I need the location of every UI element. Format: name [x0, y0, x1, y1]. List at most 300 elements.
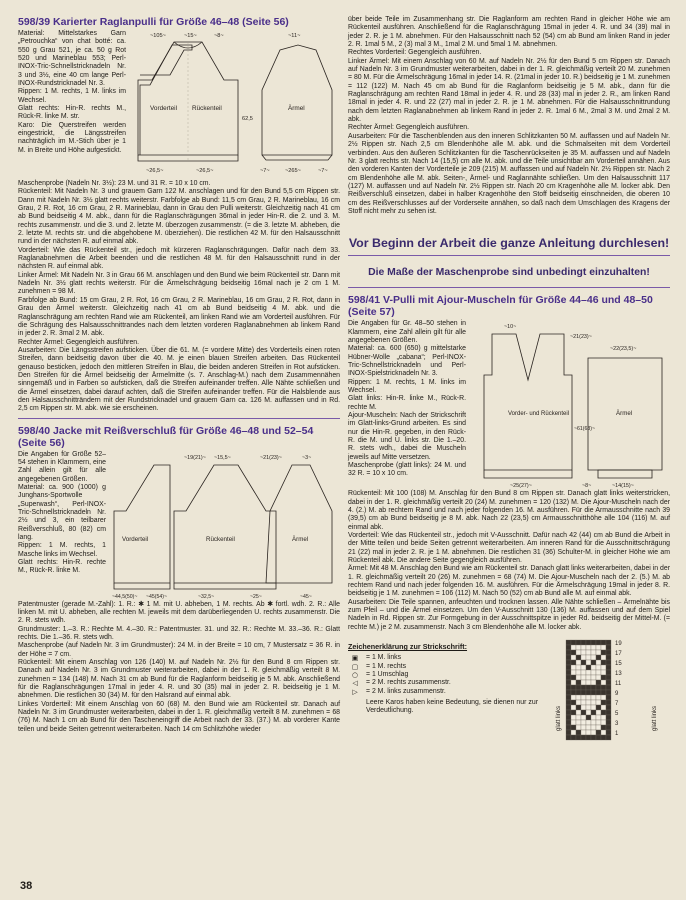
glatt-text: Glatt rechts: Hin-R. rechte M., Rück-R. linke M.: [18, 559, 106, 575]
rueckenteil-text: Rückenteil: Mit 100 (108) M. Anschlag für den Bund 8 cm Rippen str. Danach glatt links weiterstricken, dabei in der 1. R. gleichmäßig verteilt 20 (24) M. zunehmen = 120 (132) M. Die Ajour-Muscheln nach der 4. (2.) M. ab rechtem Rand und nach jeder folgenden 16. M. ausführen. Für die Armausschnitte nach 39 (39,5) cm ab Bund beidseitig je 8 M. abk. Nach 22 (23,5) cm Armausschnitthöhe alle 104 (116) M. auf einmal abk.: [348, 490, 670, 531]
groessen-text: Die Angaben für Größe 52–54 stehen in Klammern, eine Zahl allein gilt für alle angegebenen Größen.: [18, 450, 106, 483]
chart-cell: [591, 730, 596, 735]
chart-cell: [571, 655, 576, 660]
chart-cell: [576, 705, 581, 710]
front-label: Vorderteil: [122, 535, 149, 543]
section-heading: [18, 425, 340, 449]
chart-cell: [571, 640, 576, 645]
chart-cell: [596, 720, 601, 725]
chart-cell: [596, 680, 601, 685]
chart-cell: [601, 655, 606, 660]
chart-cell: [576, 660, 581, 665]
chart-cell: [576, 715, 581, 720]
vorderteil-text: Vorderteil: Wie das Rückenteil str., jedoch mit kürzeren Raglanschrägungen. Dafür nach dem 33. Raglanabnehmen die Arbeit beenden und die restlichen 48 M. für den Halsausschnitt rund in der nächsten R. auf einmal abk.: [18, 246, 340, 271]
chart-cell: [581, 655, 586, 660]
chart-cell: [586, 695, 591, 700]
chart-cell: [596, 705, 601, 710]
chart-cell: [601, 680, 606, 685]
dim-bottom-b: ~45(54)~: [146, 593, 168, 600]
chart-side-label-right: glatt links: [652, 706, 658, 732]
front-back-label: Vorder- und Rückenteil: [508, 411, 570, 418]
section-number: 598/40: [18, 424, 51, 437]
dim-top-b: ~15,5~: [214, 454, 231, 461]
chart-cell: [581, 650, 586, 655]
chart-cell: [581, 640, 586, 645]
chart-cell: [586, 645, 591, 650]
stitch-chart: [544, 636, 664, 746]
chart-cell: [571, 690, 576, 695]
chart-cell: [596, 730, 601, 735]
dim-top-c: ~22(23,5)~: [610, 346, 637, 353]
chart-cell: [586, 640, 591, 645]
chart-cell: [581, 645, 586, 650]
chart-cell: [591, 640, 596, 645]
chart-cell: [581, 730, 586, 735]
chart-cell: [591, 710, 596, 715]
chart-cell: [576, 700, 581, 705]
chart-cell: [596, 645, 601, 650]
section-598-40-continued: [348, 16, 670, 216]
legend-text: = 1 M. rechts: [366, 662, 407, 670]
chart-cell: [586, 660, 591, 665]
patentmuster-text: Patentmuster (gerade M.-Zahl): 1. R.: ✱ 1 M. mit U. abheben, 1 M. rechts. Ab ✱ fortl. wdh. 2. R.: Alle linken M. mit U. abheben, alle rechten M. jeweils mit dem darüberliegenden U. rechts zusammenstr. Die 2. R. stets wdh.: [18, 600, 340, 625]
knit-symbol-icon: ▢: [351, 662, 359, 671]
chart-cell: [601, 710, 606, 715]
chart-cell: [591, 650, 596, 655]
notice-read-instructions: Vor Beginn der Arbeit die ganze Anleitung durchlesen!: [348, 236, 670, 251]
chart-cell: [591, 665, 596, 670]
material-text: Material: ca. 600 (650) g mittelstarke Hübner-Wolle „cabana“; Perl-INOX-Tric-Schnellstricknadeln und Perl-INOX-Spielstricknadeln Nr. 3.: [348, 345, 466, 378]
chart-cell: [581, 670, 586, 675]
farbfolge-text: Farbfolge ab Bund: 15 cm Grau, 2 R. Rot, 16 cm Grau, 2 R. Marineblau, 16 cm Grau, 2 R. Rot, dann in Grau den Ärmel weiterstr. Gleichzeitig nach 41 cm ab Bund beidseitig 4 M. abk. und die Raglanschrägung am rechten Rand wie am Rückenteil, am linken Rand wie am Vorderteil ausführen. Für die Schrägung des Halsausschnittrandes nach dem letzten vorderen Raglanabnehmen ab linkem Rand in jeder 2. R. 3mal 2 M. abk.: [18, 296, 340, 338]
chart-cell: [586, 720, 591, 725]
section-number: 598/41: [348, 294, 381, 307]
chart-row-number: 19: [615, 641, 622, 648]
chart-cell: [581, 665, 586, 670]
chart-cell: [581, 700, 586, 705]
dim-bottom-b: ~8~: [582, 483, 592, 490]
chart-cell: [571, 730, 576, 735]
back-label: Rückenteil: [192, 105, 222, 112]
yarn-over-symbol-icon: ○: [351, 670, 358, 679]
chart-cell: [571, 685, 576, 690]
dim-top-mid: ~15~: [184, 33, 197, 39]
notice-gauge: Die Maße der Maschenprobe sind unbedingt einzuhalten!: [368, 267, 650, 279]
sleeve-label: Ärmel: [288, 105, 305, 112]
dim-bottom-sleeve-a: ~7~: [260, 168, 270, 174]
chart-cell: [576, 655, 581, 660]
chart-cell: [596, 695, 601, 700]
legend-item: [348, 688, 538, 696]
chart-cell: [566, 735, 571, 740]
chart-cell: [581, 715, 586, 720]
chart-cell: [581, 695, 586, 700]
rippen-text: Rippen: 1 M. rechts, 1 M. links im Wechsel.: [348, 378, 466, 394]
chart-cell: [581, 660, 586, 665]
chart-cell: [576, 675, 581, 680]
chart-cell: [566, 695, 571, 700]
chart-cell: [566, 665, 571, 670]
dim-bottom-left: ~26,5~: [146, 168, 164, 174]
chart-cell: [606, 715, 611, 720]
chart-cell: [571, 735, 576, 740]
chart-cell: [596, 710, 601, 715]
chart-cell: [581, 705, 586, 710]
chart-cell: [586, 730, 591, 735]
chart-cell: [606, 710, 611, 715]
material-text: Material: Mittelstarkes Garn „Petrouchka“ von chat botté: ca. 550 g Grau 521, je ca. 50 g Rot 520 und Marineblau 553; Perl-INOX-Tric-Schnellstricknadeln Nr. 3 und 3½, eine 40 cm lange Perl-INOX-Rundstricknadel Nr. 3.: [18, 30, 126, 88]
chart-cell: [576, 725, 581, 730]
chart-cell: [606, 730, 611, 735]
chart-cell: [601, 665, 606, 670]
chart-row-number: 1: [615, 731, 619, 738]
legend-text: = 1 M. links: [366, 654, 402, 662]
chart-cell: [606, 735, 611, 740]
section-heading: [18, 16, 340, 28]
chart-cell: [571, 695, 576, 700]
vorderteil-text: Vorderteil: Wie das Rückenteil str., jedoch mit V-Ausschnitt. Dafür nach 42 (44) cm ab Bund die Arbeit in der Mitte teilen und beide Seiten getrennt weiterarbeiten. Am inneren Rand für die Ausschnittschrägung 21 (22) mal in jeder 2. R. je 1 M. abnehmen. Die restlichen 31 (36) Schulter-M. in gleicher Höhe wie am Rückenteil abk. Die andere Seite gegengleich ausführen.: [348, 531, 670, 564]
chart-cell: [566, 675, 571, 680]
chart-cell: [596, 700, 601, 705]
rippen-text: Rippen: 1 M. rechts, 1 M. links im Wechsel.: [18, 88, 126, 104]
chart-cell: [581, 720, 586, 725]
chart-cell: [576, 685, 581, 690]
chart-cell: [576, 645, 581, 650]
chart-cell: [566, 720, 571, 725]
dim-bottom-c: ~32,5~: [198, 593, 215, 600]
chart-cell: [576, 710, 581, 715]
chart-cell: [591, 725, 596, 730]
chart-cell: [606, 640, 611, 645]
section-title: Jacke mit Reißverschluß für Größe 46–48 und 52–54 (Seite 56): [18, 424, 314, 449]
linker-aermel-text: Linker Ärmel: Mit Nadeln Nr. 3 in Grau 66 M. anschlagen und den Bund wie beim Rückenteil str. Dann mit Nadeln Nr. 3½ glatt rechts weiterstr. Für die Ärmelschrägung beidseitig 16mal nach je 2 cm 1 M. zunehmen = 98 M.: [18, 271, 340, 296]
chart-cell: [601, 670, 606, 675]
chart-cell: [566, 680, 571, 685]
chart-cell: [601, 730, 606, 735]
raglan-diagram: [130, 30, 340, 180]
section-divider: [18, 418, 340, 419]
chart-cell: [591, 720, 596, 725]
dim-top-right: ~8~: [214, 33, 224, 39]
chart-cell: [566, 725, 571, 730]
dim-bottom-a: ~44,5(50)~: [112, 593, 138, 600]
chart-cell: [591, 675, 596, 680]
chart-cell: [586, 725, 591, 730]
chart-cell: [596, 735, 601, 740]
p2tog-symbol-icon: ▷: [352, 687, 358, 696]
chart-cell: [606, 665, 611, 670]
dim-bottom-sleeve-c: ~7~: [318, 168, 328, 174]
ajour-text: Ajour-Muscheln: Nach der Strickschrift im Glatt-links-Grund arbeiten. Es sind nur die Hin-R. gegeben, in den Rück-R. die M. und U. links str. Die 1.–20. R. stets wdh., dabei die Muscheln jeweils auf Mitte versetzen.: [348, 412, 466, 461]
dim-top-a: ~10~: [504, 324, 517, 331]
chart-cell: [571, 725, 576, 730]
chart-cell: [581, 680, 586, 685]
chart-cell: [606, 705, 611, 710]
chart-cell: [606, 700, 611, 705]
chart-cell: [571, 675, 576, 680]
dim-top-a: ~19(21)~: [184, 454, 206, 461]
legend-text: = 2 M. rechts zusammenstr.: [366, 679, 451, 687]
chart-cell: [596, 650, 601, 655]
chart-cell: [571, 645, 576, 650]
chart-cell: [601, 660, 606, 665]
left-column: [18, 16, 340, 734]
chart-row-number: 17: [615, 651, 622, 658]
chart-cell: [566, 685, 571, 690]
chart-cell: [606, 650, 611, 655]
chart-cell: [586, 700, 591, 705]
chart-cell: [571, 715, 576, 720]
chart-cell: [591, 660, 596, 665]
chart-cell: [581, 685, 586, 690]
chart-cell: [606, 680, 611, 685]
chart-row-number: 5: [615, 711, 619, 718]
section-title: V-Pulli mit Ajour-Muscheln für Größe 44–46 und 48–50 (Seite 57): [348, 294, 653, 319]
chart-cell: [591, 670, 596, 675]
material-text: Material: ca. 900 (1000) g Junghans-Sportwolle „Superwash“, Perl-INOX-Tric-Schnellstricknadeln Nr. 2½ und 3, ein teilbarer Reißverschluß, 80 (82) cm lang.: [18, 484, 106, 542]
chart-cell: [606, 670, 611, 675]
chart-cell: [596, 670, 601, 675]
chart-cell: [576, 735, 581, 740]
aermel-text: Ärmel: Mit 48 M. Anschlag den Bund wie am Rückenteil str. Danach glatt links weiterarbeiten, dabei in der 1. R. gleichmäßig verteilt 20 (26) M. zunehmen = 68 (74) M. Die Ajour-Muscheln nach der 2. (5.) M. ab rechtem Rand und nach jeder folgenden 16. M. ausführen. Für die Ärmelschrägung 19mal in jeder 8. R. beidseitig je 1 M. zunehmen = 106 (112) M. Nach 50 (52) cm ab Bund alle M. auf einmal abk.: [348, 565, 670, 598]
chart-cell: [581, 675, 586, 680]
maschenprobe-text: Maschenprobe (auf Nadeln Nr. 3 im Grundmuster): 24 M. in der Breite = 10 cm, 7 Mustersatz = 36 R. in der Höhe = 7 cm.: [18, 642, 340, 658]
chart-cell: [581, 725, 586, 730]
chart-cell: [606, 675, 611, 680]
chart-cell: [566, 710, 571, 715]
chart-side-label-left: glatt links: [556, 706, 562, 732]
chart-cell: [591, 645, 596, 650]
chart-cell: [606, 655, 611, 660]
legend-item: [348, 654, 538, 662]
chart-cell: [581, 690, 586, 695]
ausarbeiten-text: Ausarbeiten: Die Längsstreifen aufsticken. Über die 61. M. (= vordere Mitte) des Vorderteils einen roten Streifen, dann beidseitig davon über die 40. M. je einen blauen Streifen arbeiten. Das Rückenteil genauso besticken, jedoch den mittleren Streifen in Blau, die beiden anderen Streifen in Rot aufsticken. Den Streifen für die Ärmel beidseitig der Ärmelmitte (s. 7. Anschlag-M.) nach dem Zusammennähen sinngemäß und in Farben so aufsticken, daß die Streifen aufeinander treffen. Alle Nähte schließen und die Ärmel einsetzen, dabei darauf achten, daß die Streifen aufeinander treffen. Für die Halsblende aus den Halsausschnitträndern mit der Rundstricknadel und grauem Garn ca. 126 M. auffassen und in Rd. 2,5 cm Rippen str. M. abk. wie sie erscheinen.: [18, 346, 340, 413]
chart-cell: [586, 655, 591, 660]
chart-cell: [566, 730, 571, 735]
chart-row-number: 3: [615, 721, 619, 728]
maschenprobe-text: Maschenprobe (Nadeln Nr. 3½): 23 M. und 31 R. = 10 x 10 cm.: [18, 180, 211, 187]
chart-cell: [586, 710, 591, 715]
purl-symbol-icon: ▣: [351, 654, 359, 663]
page-number: 38: [20, 880, 33, 892]
chart-row-number: 15: [615, 661, 622, 668]
chart-cell: [571, 705, 576, 710]
dim-top-c: ~21(23)~: [260, 454, 282, 461]
chart-cell: [591, 705, 596, 710]
chart-cell: [571, 710, 576, 715]
chart-cell: [576, 665, 581, 670]
chart-cell: [596, 665, 601, 670]
chart-cell: [581, 735, 586, 740]
chart-cell: [571, 700, 576, 705]
chart-cell: [586, 665, 591, 670]
dim-bottom-d: ~25~: [250, 593, 262, 600]
chart-cell: [581, 710, 586, 715]
chart-cell: [586, 715, 591, 720]
legend-text: = 1 Umschlag: [366, 670, 409, 678]
chart-cell: [586, 675, 591, 680]
chart-cell: [571, 680, 576, 685]
chart-cell: [596, 685, 601, 690]
chart-cell: [606, 725, 611, 730]
chart-cell: [576, 670, 581, 675]
ausarbeiten-text: Ausarbeiten: Die Teile spannen, anfeuchten und trocknen lassen. Alle Nähte schließen – Ärmelnähte bis zum Pfeil – und die Ärmel einsetzen. Um den V-Ausschnitt 130 (136) M. auffassen und auf dem Spiel Nadeln in Rd. Rippen str. Zur Formgebung in der Ausschnittspitze in jeder Rd. beidseitig der Mittel-M. (= rechte M.) je 2 M. zusammenstr. Nach 3 cm Blendenhöhe alle M. locker abk.: [348, 598, 670, 631]
chart-cell: [606, 720, 611, 725]
vorderteil-continued-text: über beide Teile im Zusammenhang str. Die Raglanform am rechten Rand in gleicher Höhe wie am Rückenteil ausführen. Anschließend für die Raglanschrägung 15mal in jeder 4. R. und 34 (39) mal in jeder 2. R. je 1 M. abnehmen. Für den Halsausschnitt nach 52 (54) cm ab Bund am linken Rand in jeder 2. R. 1mal 5 M., 2 (3) mal 3 M., 1mal 2 M. und 5mal 1 M. abnehmen.: [348, 16, 670, 49]
chart-cell: [591, 690, 596, 695]
chart-cell: [571, 660, 576, 665]
chart-cell: [566, 660, 571, 665]
chart-cell: [596, 690, 601, 695]
section-598-40: [18, 425, 340, 735]
chart-cell: [576, 730, 581, 735]
right-column: [348, 16, 670, 746]
chart-row-number: 11: [615, 681, 622, 688]
legend-text: = 2 M. links zusammenstr.: [366, 687, 446, 695]
dim-bottom-sleeve-b: ~265~: [285, 168, 301, 174]
chart-row-number: 7: [615, 701, 619, 708]
dim-side: 62,5: [242, 116, 253, 122]
rueckenteil-text: Rückenteil: Mit einem Anschlag von 126 (140) M. auf Nadeln Nr. 2½ für den Bund 8 cm Rippen str. Danach auf Nadeln Nr. 3 im Grundmuster weiterarbeiten, dabei in der 1. R. gleichmäßig verteilt 8 M. zunehmen = 134 (148) M. Nach 31 cm ab Bund für die Raglanform beidseitig je 5 M. abk. Anschließend für die Raglanschrägungen 17mal in jeder 4. R. und 30 (35) mal in jeder 2. R. beidseitig je 1 M. abnehmen. Die restlichen 30 (34) M. für den Halsrand auf einmal abk.: [18, 659, 340, 700]
chart-cell: [566, 690, 571, 695]
chart-cell: [591, 680, 596, 685]
chart-cell: [566, 640, 571, 645]
k2tog-symbol-icon: ◁: [352, 679, 358, 688]
section-heading: [348, 294, 670, 318]
glatt-links-text: Glatt links: Hin-R. linke M., Rück-R. rechte M.: [348, 395, 466, 411]
chart-cell: [576, 650, 581, 655]
chart-cell: [601, 690, 606, 695]
sleeve-label: Ärmel: [616, 410, 633, 418]
chart-cell: [576, 640, 581, 645]
chart-cell: [596, 655, 601, 660]
chart-cell: [601, 695, 606, 700]
chart-cell: [601, 685, 606, 690]
groessen-text: Die Angaben für Gr. 48–50 stehen in Klammern, eine Zahl allein gilt für alle angegebenen Größen.: [348, 320, 466, 344]
chart-cell: [566, 650, 571, 655]
chart-cell: [586, 735, 591, 740]
chart-cell: [586, 690, 591, 695]
chart-cell: [596, 640, 601, 645]
ausarbeiten-text: Ausarbeiten: Für die Taschenblenden aus den inneren Schlitzkanten 50 M. auffassen und auf Nadeln Nr. 2½ Rippen str. Nach 2,5 cm Blendenhöhe alle M. abk. und die Schmalseiten mit dem Vorderteil verbinden. Aus den äußeren Schlitzkanten für die Taschenrückseiten je 35 M. auffassen und auf Nadeln Nr. 3 glatt rechts str. Nach 14 (15,5) cm alle M. abk. und die Teile unsichtbar am Vorderteil annähen. Aus den vorderen Kanten der Vorderteile je 209 (215) M. auffassen und auf Nadeln Nr. 2½ Rippen str. Nach 2 cm Blendenhöhe alle M. abk. Seiten-, Ärmel- und Raglannähte schließen. Um den Halsausschnitt 117 (127) M. auffassen und auf Nadeln Nr. 2½ Rippen str. Nach 20 cm Kragenhöhe alle M. locker abk. Den Reißverschluß einsetzen, dabei in halber Kragenhöhe den Stoff beidseitig einschneiden, die oberen 10 cm des Reißverschlusses auf der Vorderseite annähen, so daß nach dem Umschlagen des Kragens der Stoff nicht mehr zu sehen ist.: [348, 132, 670, 215]
maschenprobe-text: Maschenprobe (glatt links): 24 M. und 32 R. = 10 x 10 cm.: [348, 462, 466, 478]
chart-cell: [606, 660, 611, 665]
chart-cell: [596, 660, 601, 665]
chart-cell: [601, 705, 606, 710]
chart-cell: [586, 705, 591, 710]
chart-cell: [601, 645, 606, 650]
chart-cell: [566, 670, 571, 675]
chart-cell: [601, 725, 606, 730]
chart-cell: [576, 680, 581, 685]
chart-cell: [586, 680, 591, 685]
chart-cell: [586, 650, 591, 655]
chart-row-number: 13: [615, 671, 622, 678]
sleeve-label: Ärmel: [292, 535, 309, 543]
grundmuster-text: Grundmuster: 1.–3. R.: Rechte M. 4.–30. R.: Patentmuster. 31. und 32. R.: Rechte M. 33.–36. R.: Glatt rechts. Die 1.–36. R. stets wdh.: [18, 625, 340, 641]
chart-cell: [566, 655, 571, 660]
legend-title: Zeichenerklärung zur Strickschrift:: [348, 642, 468, 652]
chart-cell: [576, 690, 581, 695]
dim-top-b: ~21(23)~: [570, 334, 592, 341]
chart-cell: [606, 695, 611, 700]
chart-cell: [601, 715, 606, 720]
chart-cell: [586, 685, 591, 690]
linkes-vorderteil-text: Linkes Vorderteil: Mit einem Anschlag von 60 (68) M. den Bund wie am Rückenteil str. Danach auf Nadeln Nr. 3 im Grundmuster weiterarbeiten, dabei in der 1. R. gleichmäßig verteilt 8 M. zunehmen = 68 (76) M. Nach 1 cm ab Bund für den Tascheneingriff die Arbeit nach der 33. (37.) M. ab vorderer Kante teilen und beide Seiten getrennt weiterarbeiten. Nach 14 cm Schlitzhöhe wieder: [18, 700, 340, 733]
linker-aermel-text: Linker Ärmel: Mit einem Anschlag von 60 M. auf Nadeln Nr. 2½ für den Bund 5 cm Rippen str. Danach auf Nadeln Nr. 3 im Grundmuster weiterarbeiten, dabei in der 1. R. gleichmäßig verteilt 20 M. zunehmen = 80 M. Für die Ärmelschrägung 16mal in jeder 14. R. (21mal in jeder 10. R.) beidseitig je 1 M. zunehmen = 112 (122) M. Nach 45 cm ab Bund für die Raglanform beidseitig je 5 M. abk., dann für die Raglanschrägung am rechten Rand 18mal in jeder 4. R. und 28 (33) mal in jeder 2. R., am linken Rand 18mal in jeder 4. R. und 22 (27) mal in jeder 2. R. je 1 M. abnehmen. Für die Halsausschnittrundung nach dem letzten Raglanabnehmen ab linkem Rand in jeder 2. R. 1mal 6 M., 2mal 3 M. und 2mal 2 M. abk.: [348, 57, 670, 124]
section-number: 598/39: [18, 16, 51, 28]
jacket-diagram: [110, 451, 340, 601]
legend-item: [348, 663, 538, 671]
chart-cell: [606, 645, 611, 650]
back-label: Rückenteil: [206, 535, 235, 543]
legend-note: Leere Karos haben keine Bedeutung, sie dienen nur zur Verdeutlichung.: [366, 699, 538, 715]
section-title: Karierter Raglanpulli für Größe 46–48 (Seite 56): [53, 16, 289, 28]
chart-cell: [591, 685, 596, 690]
rippen-text: Rippen: 1 M. rechts, 1 Masche links im Wechsel.: [18, 542, 106, 558]
chart-cell: [601, 735, 606, 740]
chart-cell: [566, 715, 571, 720]
chart-cell: [571, 650, 576, 655]
rueckenteil-text: Rückenteil: Mit Nadeln Nr. 3 und grauem Garn 122 M. anschlagen und für den Bund 5,5 cm Rippen str. Dann mit Nadeln Nr. 3½ glatt rechts weiterstr. Farbfolge ab Bund: 11,5 cm Grau, 2 R. Marineblau, 16 cm Grau, 2 R. Rot, 16 cm Grau, 2 R. Marineblau, dann in Grau den Pulli weiterstr. Gleichzeitig nach 41 cm ab Bund beidseitig 4 M. abk., dann für die Raglanschrägungen 36mal in jeder Hin-R. die 2. und 3. M. rechts zusammenstr. und die 3. und 2. letzte M. überzogen zusammenstr. (= die 3. letzte M. abheben, die 2. letzte M. rechts str. und die abgehobene M. überziehen). Die restlichen 42 M. für den Halsausschnitt rund in der nächsten R. auf einmal abk.: [18, 188, 340, 246]
front-label: Vorderteil: [150, 105, 177, 112]
chart-cell: [571, 670, 576, 675]
dim-bottom-a: ~25(27)~: [510, 483, 532, 490]
chart-cell: [596, 725, 601, 730]
chart-cell: [591, 735, 596, 740]
chart-cell: [601, 720, 606, 725]
glatt-text: Glatt rechts: Hin-R. rechts M., Rück-R. linke M. str.: [18, 105, 126, 121]
legend-item: [348, 671, 538, 679]
notice-divider: [348, 255, 670, 256]
chart-cell: [566, 645, 571, 650]
dim-bottom-e: ~45~: [300, 593, 312, 600]
chart-cell: [606, 690, 611, 695]
legend-list: [348, 654, 538, 696]
chart-cell: [601, 675, 606, 680]
chart-cell: [591, 715, 596, 720]
karo-text: Karo: Die Querstreifen werden eingestrickt, die Längsstreifen nachträglich im M.-Stich über je 1 M. in Breite und Höhe aufgestickt.: [18, 121, 126, 154]
dim-top-left: ~105~: [150, 33, 166, 39]
chart-cell: [571, 665, 576, 670]
notice-divider: [348, 287, 670, 288]
chart-cell: [591, 700, 596, 705]
chart-cell: [576, 720, 581, 725]
chart-cell: [591, 695, 596, 700]
chart-cell: [586, 670, 591, 675]
chart-cell: [591, 655, 596, 660]
chart-cell: [601, 700, 606, 705]
chart-cell: [566, 700, 571, 705]
chart-cell: [596, 675, 601, 680]
v-pulli-diagram: [470, 320, 670, 490]
dim-top-d: ~3~: [302, 454, 312, 461]
dim-side: ~61(63)~: [574, 426, 596, 433]
chart-cell: [571, 720, 576, 725]
rechter-aermel-text: Rechter Ärmel: Gegengleich ausführen.: [348, 124, 470, 132]
section-598-41: [348, 294, 670, 746]
dim-top-sleeve: ~11~: [288, 33, 301, 39]
chart-cell: [596, 715, 601, 720]
chart-cell: [601, 650, 606, 655]
chart-cell: [601, 640, 606, 645]
rechter-aermel-text: Rechter Ärmel: Gegengleich ausführen.: [18, 338, 140, 346]
chart-row-number: 9: [615, 691, 619, 698]
dim-bottom-mid: ~26,5~: [196, 168, 214, 174]
chart-cell: [566, 705, 571, 710]
section-598-39: [18, 16, 340, 414]
dim-bottom-c: ~14(15)~: [612, 483, 634, 490]
